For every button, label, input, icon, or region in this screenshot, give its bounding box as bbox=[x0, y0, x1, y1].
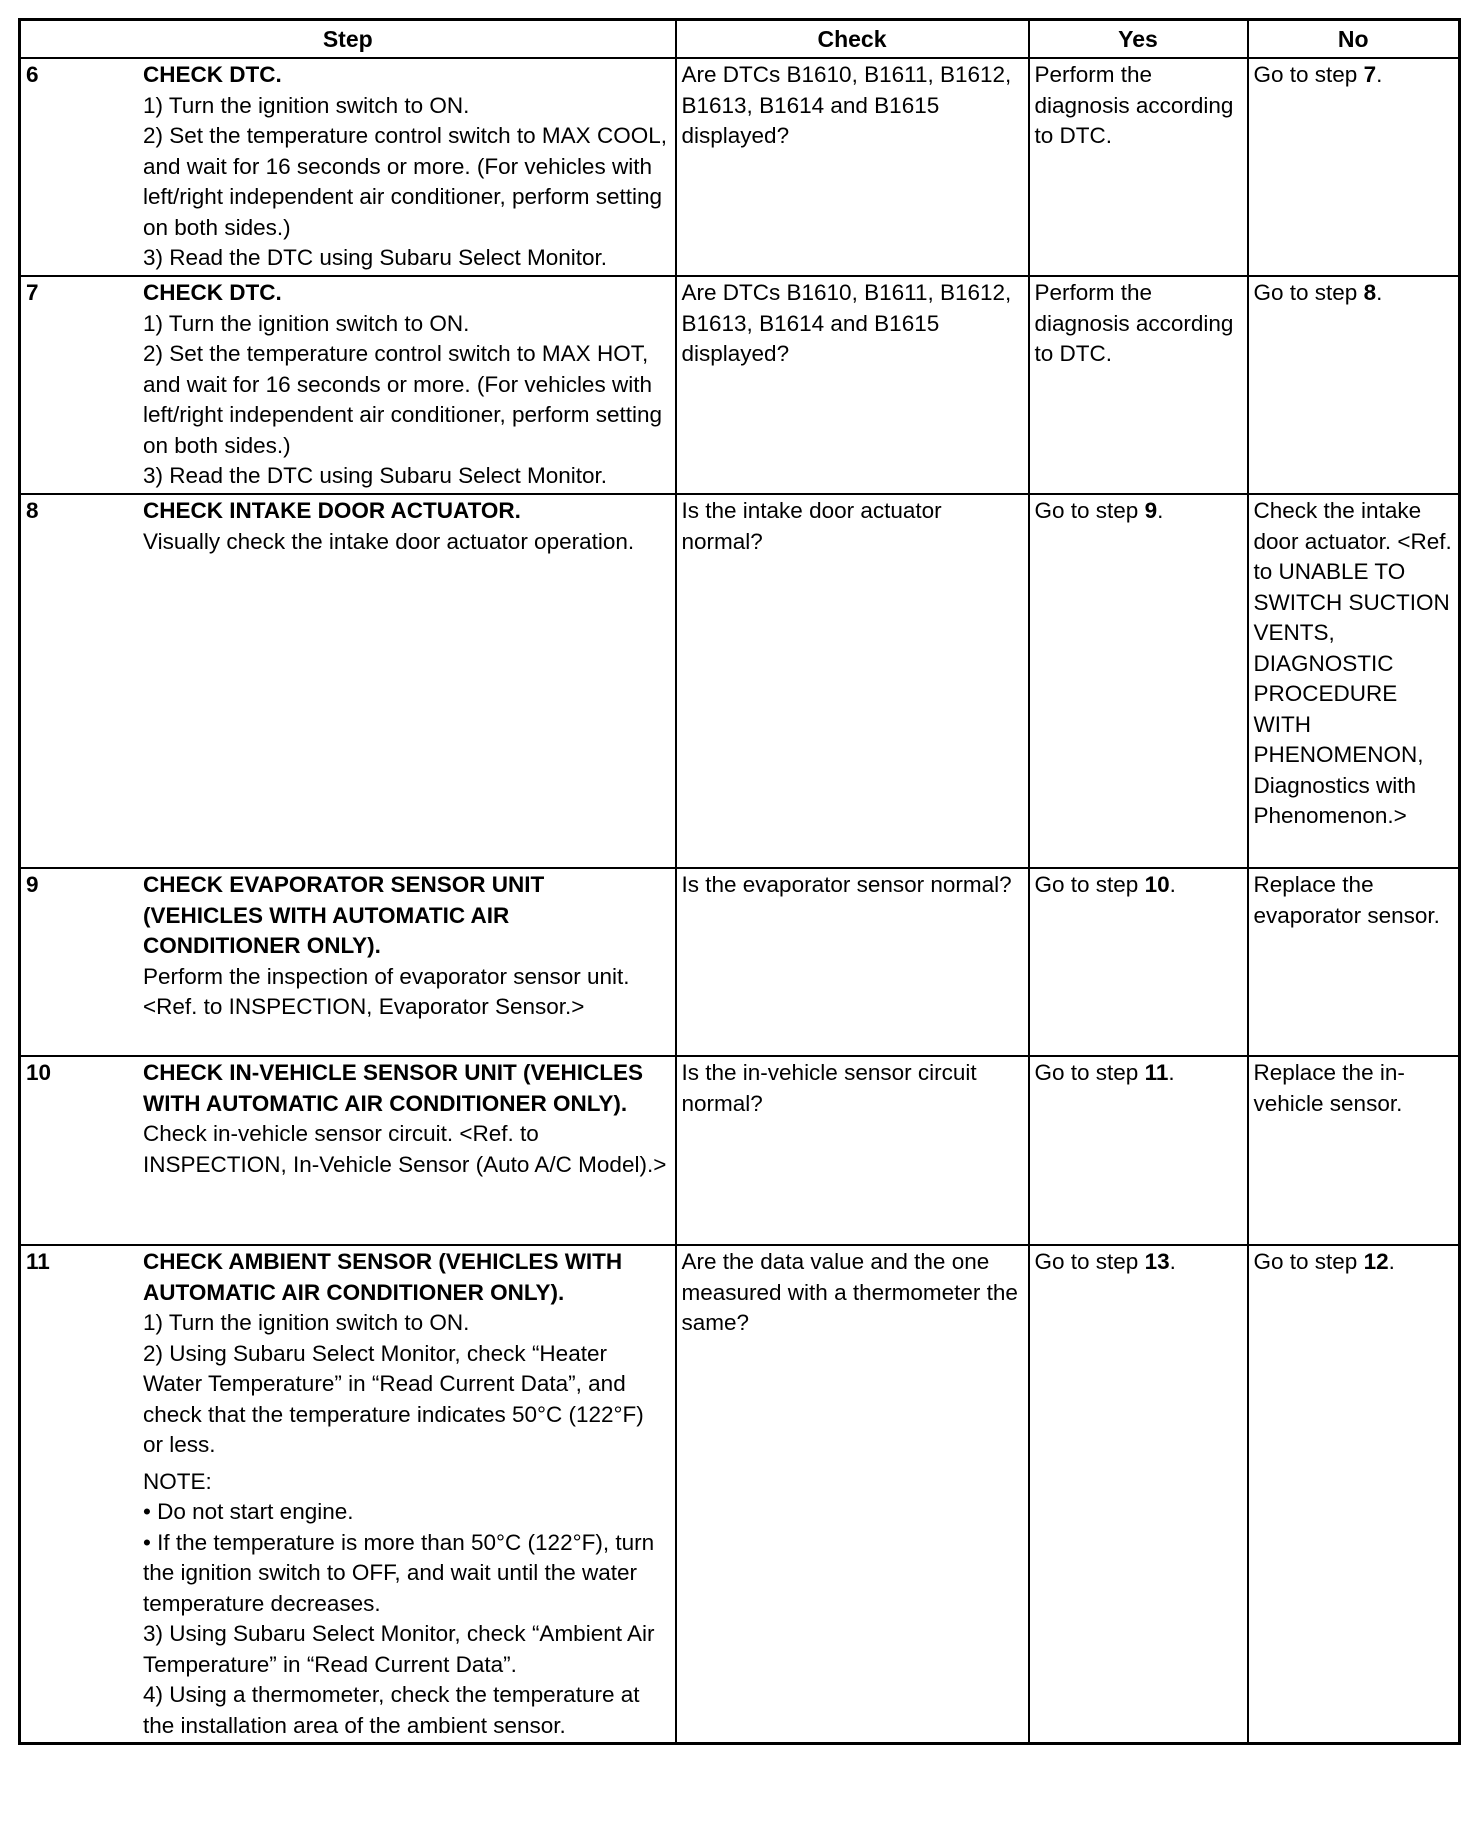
no-step-ref: 12 bbox=[1363, 1249, 1389, 1274]
check-cell: Is the intake door actuator normal? bbox=[676, 494, 1029, 868]
yes-cell: Perform the diagnosis according to DTC. bbox=[1029, 276, 1248, 494]
step-instruction: 2) Set the temperature control switch to MAX HOT, and wait for 16 seconds or more. (For vehicles with left/right independent air conditioner, perform setting on both sides.) bbox=[143, 341, 663, 458]
yes-step-ref: 13 bbox=[1144, 1249, 1170, 1274]
yes-cell bbox=[1029, 868, 1248, 1056]
yes-text: Go to step bbox=[1034, 872, 1145, 897]
step-number: 8 bbox=[26, 498, 39, 523]
step-instruction: 3) Using Subaru Select Monitor, check “Ambient Air Temperature” in “Read Current Data”. bbox=[143, 1621, 655, 1677]
check-cell: Are DTCs B1610, B1611, B1612, B1613, B1614 and B1615 displayed? bbox=[676, 276, 1029, 494]
yes-cell bbox=[1029, 1245, 1248, 1744]
step-instruction: 2) Set the temperature control switch to MAX COOL, and wait for 16 seconds or more. (For vehicles with left/right independent air conditioner, perform setting on both sides.) bbox=[143, 123, 667, 240]
header-check: Check bbox=[676, 20, 1029, 59]
yes-text: Go to step bbox=[1034, 1060, 1145, 1085]
step-cell bbox=[20, 1245, 676, 1744]
step-number: 7 bbox=[26, 280, 39, 305]
step-instruction: 1) Turn the ignition switch to ON. bbox=[143, 310, 470, 336]
no-step-ref: 7 bbox=[1363, 62, 1377, 87]
table-row bbox=[20, 1056, 1460, 1245]
step-instruction: Check in-vehicle sensor circuit. <Ref. to INSPECTION, In-Vehicle Sensor (Auto A/C Model).> bbox=[143, 1121, 667, 1177]
step-cell bbox=[20, 58, 676, 276]
step-instruction: 3) Read the DTC using Subaru Select Monitor. bbox=[143, 463, 607, 488]
no-cell bbox=[1248, 58, 1460, 276]
yes-step-ref: 9 bbox=[1144, 498, 1158, 523]
no-cell bbox=[1248, 1245, 1460, 1744]
no-text: Go to step bbox=[1253, 280, 1364, 305]
step-cell bbox=[20, 494, 676, 868]
step-instruction: 2) Using Subaru Select Monitor, check “Heater Water Temperature” in “Read Current Data”, and check that the temperature indicates 50°C (122°F) or less. bbox=[143, 1340, 644, 1457]
step-instruction: 1) Turn the ignition switch to ON. bbox=[143, 1310, 470, 1335]
table-row bbox=[20, 276, 1460, 494]
step-number: 6 bbox=[26, 62, 39, 87]
note-item: • Do not start engine. bbox=[143, 1499, 354, 1524]
step-number: 10 bbox=[26, 1060, 52, 1085]
yes-suffix: . bbox=[1157, 498, 1164, 523]
step-instruction: Visually check the intake door actuator operation. bbox=[143, 528, 635, 554]
yes-text: Go to step bbox=[1034, 498, 1145, 523]
check-cell: Is the in-vehicle sensor circuit normal? bbox=[676, 1056, 1029, 1245]
step-title: CHECK INTAKE DOOR ACTUATOR. bbox=[143, 498, 521, 523]
step-cell bbox=[20, 276, 676, 494]
diagnostic-table bbox=[18, 18, 1461, 1745]
table-row bbox=[20, 1245, 1460, 1744]
no-suffix: . bbox=[1388, 1249, 1395, 1274]
yes-suffix: . bbox=[1168, 1060, 1175, 1085]
table-row bbox=[20, 58, 1460, 276]
step-cell bbox=[20, 1056, 676, 1245]
table-row bbox=[20, 868, 1460, 1056]
check-cell: Are DTCs B1610, B1611, B1612, B1613, B1614 and B1615 displayed? bbox=[676, 58, 1029, 276]
note-item: • If the temperature is more than 50°C (122°F), turn the ignition switch to OFF, and wait until the water temperature decreases. bbox=[143, 1529, 655, 1616]
table-header-row bbox=[20, 20, 1460, 59]
check-cell: Are the data value and the one measured with a thermometer the same? bbox=[676, 1245, 1029, 1744]
no-step-ref: 8 bbox=[1363, 280, 1377, 305]
check-cell: Is the evaporator sensor normal? bbox=[676, 868, 1029, 1056]
note-label: NOTE: bbox=[143, 1468, 212, 1494]
yes-step-ref: 10 bbox=[1144, 872, 1170, 897]
step-number: 9 bbox=[26, 872, 39, 897]
step-instruction: 4) Using a thermometer, check the temperature at the installation area of the ambient sensor. bbox=[143, 1682, 640, 1738]
step-instruction: 3) Read the DTC using Subaru Select Monitor. bbox=[143, 245, 607, 270]
no-cell: Replace the evaporator sensor. bbox=[1248, 868, 1460, 1056]
no-text: Go to step bbox=[1253, 1249, 1364, 1274]
yes-suffix: . bbox=[1169, 872, 1176, 897]
step-instruction: 1) Turn the ignition switch to ON. bbox=[143, 92, 470, 118]
no-suffix: . bbox=[1376, 280, 1383, 305]
yes-cell: Perform the diagnosis according to DTC. bbox=[1029, 58, 1248, 276]
step-title: CHECK AMBIENT SENSOR (VEHICLES WITH AUTOMATIC AIR CONDITIONER ONLY). bbox=[143, 1249, 623, 1305]
header-step: Step bbox=[20, 20, 676, 59]
step-title: CHECK DTC. bbox=[143, 62, 282, 87]
yes-suffix: . bbox=[1169, 1249, 1176, 1274]
no-cell: Check the intake door actuator. <Ref. to UNABLE TO SWITCH SUCTION VENTS, DIAGNOSTIC PROCEDURE WITH PHENOMENON, Diagnostics with Phenomenon.> bbox=[1248, 494, 1460, 868]
step-number: 11 bbox=[26, 1249, 50, 1274]
table-row bbox=[20, 494, 1460, 868]
step-instruction: Perform the inspection of evaporator sensor unit. <Ref. to INSPECTION, Evaporator Sensor.> bbox=[143, 963, 630, 1019]
no-text: Go to step bbox=[1253, 62, 1364, 87]
yes-text: Go to step bbox=[1034, 1249, 1145, 1274]
header-no: No bbox=[1248, 20, 1460, 59]
step-title: CHECK EVAPORATOR SENSOR UNIT (VEHICLES WITH AUTOMATIC AIR CONDITIONER ONLY). bbox=[143, 872, 545, 958]
no-suffix: . bbox=[1376, 62, 1383, 87]
step-cell bbox=[20, 868, 676, 1056]
no-cell: Replace the in-vehicle sensor. bbox=[1248, 1056, 1460, 1245]
yes-step-ref: 11 bbox=[1144, 1060, 1169, 1085]
yes-cell bbox=[1029, 494, 1248, 868]
yes-cell bbox=[1029, 1056, 1248, 1245]
header-yes: Yes bbox=[1029, 20, 1248, 59]
step-title: CHECK DTC. bbox=[143, 280, 282, 305]
step-title: CHECK IN-VEHICLE SENSOR UNIT (VEHICLES WITH AUTOMATIC AIR CONDITIONER ONLY). bbox=[143, 1060, 644, 1116]
no-cell bbox=[1248, 276, 1460, 494]
